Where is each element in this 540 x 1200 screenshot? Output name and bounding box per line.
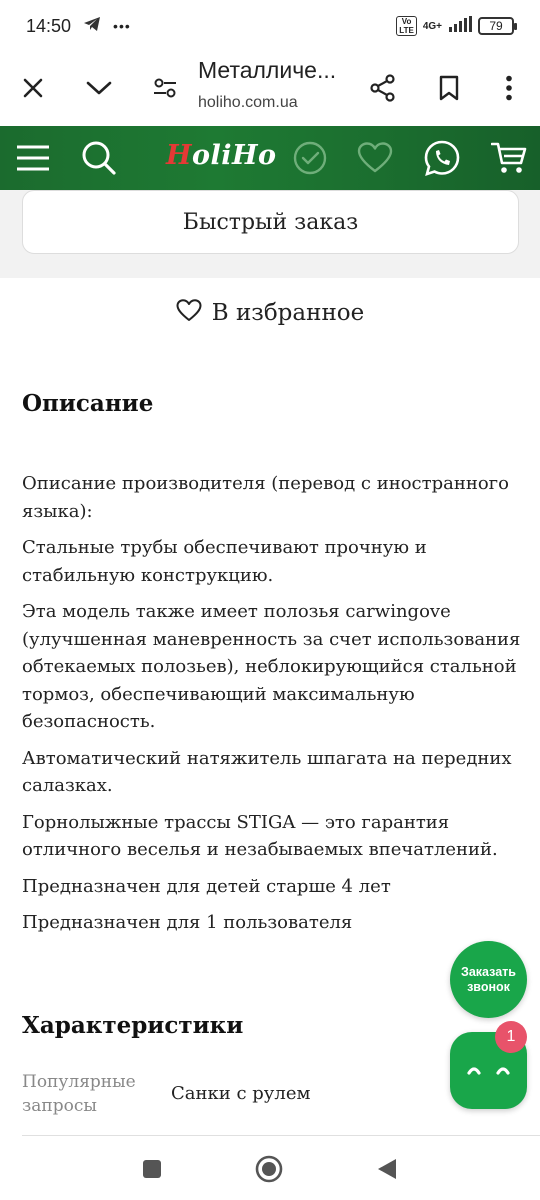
description-body (22, 470, 522, 946)
page-url[interactable]: holiho.com.ua (198, 94, 298, 111)
system-nav-bar (0, 1136, 540, 1200)
add-to-favorites-button[interactable] (0, 293, 540, 333)
chat-unread-badge: 1 (495, 1021, 527, 1053)
description-paragraph: Эта модель также имеет полозья carwingove (улучшенная маневренность за счет использования обтекаемых полозьев), неблокирующийся стальной тормоз, обеспечивающий максимальную безопасность. (22, 601, 521, 732)
description-paragraph: Горнолыжные трассы STIGA — это гарантия отличного веселья и незабываемых впечатлений. (22, 811, 498, 860)
volte-indicator: Vo LTE (396, 16, 417, 36)
description-paragraph: Стальные трубы обеспечивают прочную и стабильную конструкцию. (22, 537, 427, 586)
quick-order-button[interactable]: Быстрый заказ (22, 190, 519, 254)
characteristic-value[interactable]: Санки с рулем (171, 1083, 311, 1104)
share-icon[interactable] (359, 64, 407, 112)
compare-check-icon[interactable] (290, 138, 330, 178)
status-left (26, 16, 131, 37)
tune-icon[interactable] (141, 64, 189, 112)
search-icon[interactable] (79, 138, 119, 178)
characteristics-heading: Характеристики (22, 1012, 244, 1039)
menu-icon[interactable] (13, 138, 53, 178)
heart-icon[interactable] (355, 138, 395, 178)
cart-icon[interactable] (489, 138, 529, 178)
status-time: 14:50 (26, 15, 72, 36)
description-paragraph: Предназначен для детей старше 4 лет (22, 875, 391, 897)
home-circle-icon[interactable] (254, 1154, 284, 1184)
description-paragraph: Автоматический натяжитель шпагата на передних салазках. (22, 747, 512, 796)
signal-icon (448, 16, 472, 37)
holiho-logo[interactable]: HoliHo (166, 140, 277, 171)
bookmark-icon[interactable] (425, 64, 473, 112)
chevron-down-icon[interactable] (75, 64, 123, 112)
favorite-label: В избранное (211, 300, 365, 326)
description-paragraph: Описание производителя (перевод с иностранного языка): (22, 473, 509, 522)
close-icon[interactable] (9, 64, 57, 112)
battery-indicator: 79 (478, 17, 514, 35)
description-paragraph: Предназначен для 1 пользователя (22, 912, 353, 933)
characteristic-label: Популярные запросы (22, 1072, 136, 1116)
request-callback-button[interactable]: Заказать звонок (450, 941, 527, 1018)
telegram-icon (83, 16, 101, 37)
network-type: 4G+ (422, 20, 442, 32)
recents-square-icon[interactable] (137, 1154, 167, 1184)
more-vert-icon[interactable] (485, 64, 533, 112)
site-header (0, 126, 540, 190)
quick-order-area (0, 190, 540, 278)
back-triangle-icon[interactable] (372, 1154, 402, 1184)
status-right (396, 16, 514, 37)
page-title[interactable]: Металличе... (198, 57, 337, 83)
browser-toolbar (0, 52, 540, 126)
more-dots-icon: ••• (113, 18, 131, 34)
phone-icon[interactable] (422, 138, 462, 178)
heart-outline-icon (176, 299, 202, 328)
status-bar (0, 0, 540, 52)
description-heading: Описание (22, 390, 154, 417)
